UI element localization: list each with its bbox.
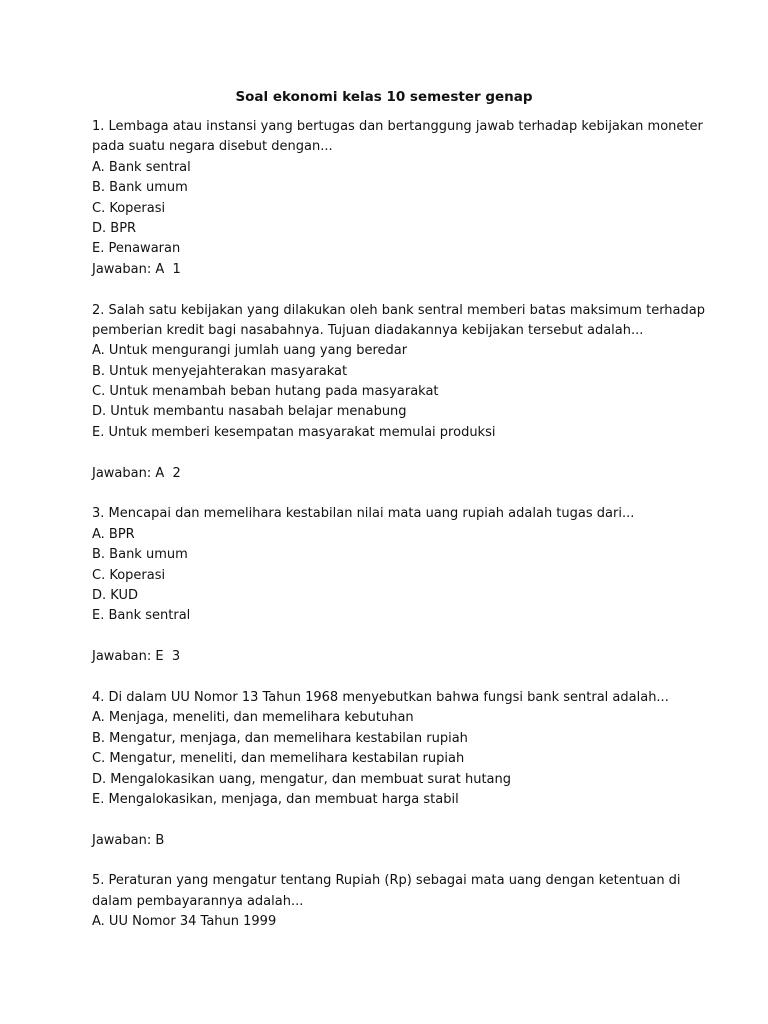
paragraph-gap xyxy=(92,668,692,688)
question-1-option-d: D. BPR xyxy=(92,220,137,236)
paragraph-gap xyxy=(92,851,692,871)
question-2-option-b: B. Untuk menyejahterakan masyarakat xyxy=(92,363,348,379)
question-2-option-e: E. Untuk memberi kesempatan masyarakat memulai produksi xyxy=(92,424,496,440)
question-3-option-c: C. Koperasi xyxy=(92,567,166,583)
question-5-text-line-1: 5. Peraturan yang mengatur tentang Rupiah (Rp) sebagai mata uang dengan ketentuan di xyxy=(92,873,681,889)
question-1-text-line-2: pada suatu negara disebut dengan... xyxy=(92,139,333,155)
question-2-answer: Jawaban: A 2 xyxy=(92,465,181,481)
question-3-option-b: B. Bank umum xyxy=(92,547,188,563)
question-1-text-line-1: 1. Lembaga atau instansi yang bertugas dan bertanggung jawab terhadap kebijakan moneter xyxy=(92,119,703,134)
question-1-answer: Jawaban: A 1 xyxy=(92,261,181,277)
question-3-text-line-1: 3. Mencapai dan memelihara kestabilan nilai mata uang rupiah adalah tugas dari... xyxy=(92,506,635,522)
document-title: Soal ekonomi kelas 10 semester genap xyxy=(235,89,533,105)
question-block-3 xyxy=(92,504,692,667)
paragraph-gap xyxy=(92,810,692,830)
paragraph-gap xyxy=(92,484,692,504)
question-3-option-a: A. BPR xyxy=(92,526,135,542)
question-3-option-e: E. Bank sentral xyxy=(92,608,191,624)
question-2-text-line-2: pemberian kredit bagi nasabahnya. Tujuan diadakannya kebijakan tersebut adalah... xyxy=(92,322,644,338)
question-5-option-a: A. UU Nomor 34 Tahun 1999 xyxy=(92,914,277,930)
question-4-option-d: D. Mengalokasikan uang, mengatur, dan membuat surat hutang xyxy=(92,771,512,787)
question-3-option-d: D. KUD xyxy=(92,587,138,603)
question-1-option-a: A. Bank sentral xyxy=(92,159,191,175)
question-2-option-c: C. Untuk menambah beban hutang pada masyarakat xyxy=(92,384,439,400)
question-4-option-a: A. Menjaga, meneliti, dan memelihara kebutuhan xyxy=(92,710,414,726)
question-block-2 xyxy=(92,301,705,485)
paragraph-gap xyxy=(92,627,692,647)
question-1-option-b: B. Bank umum xyxy=(92,180,188,196)
question-4-text-line-1: 4. Di dalam UU Nomor 13 Tahun 1968 menyebutkan bahwa fungsi bank sentral adalah... xyxy=(92,689,669,705)
document-body xyxy=(92,117,705,933)
question-4-option-e: E. Mengalokasikan, menjaga, dan membuat harga stabil xyxy=(92,791,459,807)
question-2-option-a: A. Untuk mengurangi jumlah uang yang beredar xyxy=(92,343,408,359)
question-5-text-line-2: dalam pembayarannya adalah... xyxy=(92,893,304,909)
question-1-option-e: E. Penawaran xyxy=(92,241,181,257)
question-block-4 xyxy=(92,688,692,851)
paragraph-gap xyxy=(92,280,692,300)
question-4-option-b: B. Mengatur, menjaga, dan memelihara kestabilan rupiah xyxy=(92,730,468,746)
question-3-answer: Jawaban: E 3 xyxy=(92,649,181,665)
question-4-option-c: C. Mengatur, meneliti, dan memelihara kestabilan rupiah xyxy=(92,751,465,767)
question-block-1 xyxy=(92,117,703,280)
question-2-text-line-1: 2. Salah satu kebijakan yang dilakukan oleh bank sentral memberi batas maksimum terhadap xyxy=(92,302,705,318)
question-1-option-c: C. Koperasi xyxy=(92,200,166,216)
paragraph-gap xyxy=(92,443,692,463)
question-2-option-d: D. Untuk membantu nasabah belajar menabung xyxy=(92,404,407,420)
question-block-5 xyxy=(92,871,692,932)
question-4-answer: Jawaban: B xyxy=(92,832,165,848)
